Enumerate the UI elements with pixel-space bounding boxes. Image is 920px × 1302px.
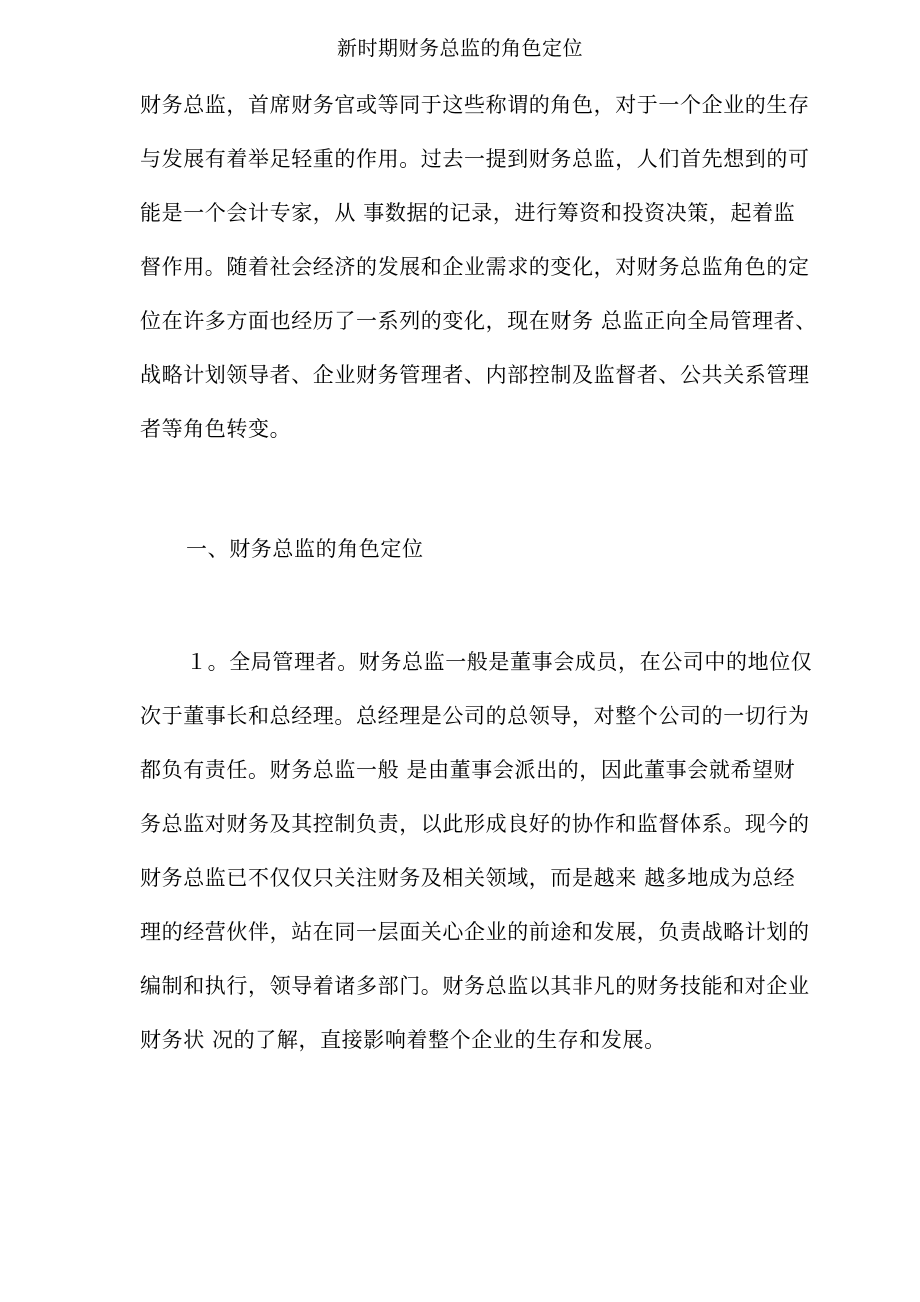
paragraph-line: 位在许多方面也经历了一系列的变化，现在财务 总监正向全局管理者、 bbox=[140, 309, 817, 333]
paragraph-line: 编制和执行，领导着诸多部门。财务总监以其非凡的财务技能和对企业 bbox=[140, 974, 810, 998]
paragraph-line: １。全局管理者。财务总监一般是董事会成员，在公司中的地位仅 bbox=[186, 650, 813, 674]
document-title: 新时期财务总监的角色定位 bbox=[337, 36, 583, 60]
paragraph-line: 务总监对财务及其控制负责，以此形成良好的协作和监督体系。现今的 bbox=[140, 812, 810, 836]
item-1-paragraph bbox=[140, 635, 840, 1067]
paragraph-line: 都负有责任。财务总监一般 是由董事会派出的，因此董事会就希望财 bbox=[140, 758, 796, 782]
paragraph-line: 能是一个会计专家，从 事数据的记录，进行筹资和投资决策，起着监 bbox=[140, 201, 796, 225]
paragraph-line: 财务总监，首席财务官或等同于这些称谓的角色，对于一个企业的生存 bbox=[140, 93, 810, 117]
paragraph-line: 财务总监已不仅仅只关注财务及相关领域，而是越来 越多地成为总经 bbox=[140, 866, 796, 890]
paragraph-line: 战略计划领导者、企业财务管理者、内部控制及监督者、公共关系管理 bbox=[140, 363, 810, 387]
paragraph-line: 财务状 况的了解，直接影响着整个企业的生存和发展。 bbox=[140, 1028, 666, 1052]
paragraph-line: 与发展有着举足轻重的作用。过去一提到财务总监，人们首先想到的可 bbox=[140, 147, 810, 171]
paragraph-line: 次于董事长和总经理。总经理是公司的总领导，对整个公司的一切行为 bbox=[140, 704, 810, 728]
intro-paragraph bbox=[140, 78, 840, 456]
section-heading: 一、财务总监的角色定位 bbox=[186, 537, 424, 561]
paragraph-line: 督作用。随着社会经济的发展和企业需求的变化，对财务总监角色的定 bbox=[140, 255, 810, 279]
paragraph-line: 者等角色转变。 bbox=[140, 417, 292, 441]
paragraph-line: 理的经营伙伴，站在同一层面关心企业的前途和发展，负责战略计划的 bbox=[140, 920, 810, 944]
